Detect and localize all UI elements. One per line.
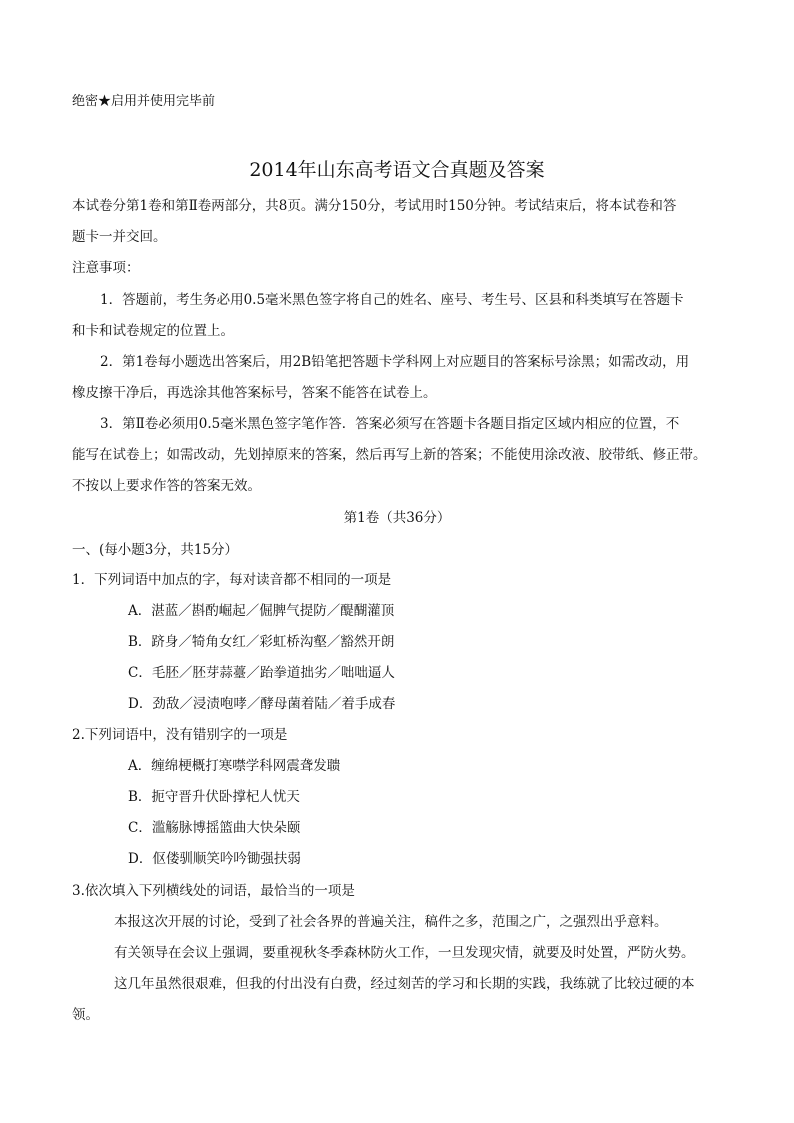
page-title: 2014年山东高考语文合真题及答案 [249,159,545,181]
notice-item-3-line-2: 能写在试卷上；如需改动，先划掉原来的答案，然后再写上新的答案；不能使用涂改液、胶带纸、修正带。 [72,447,707,463]
notice-item-1-line-1: 1．答题前，考生务必用0.5毫米黑色签字将自己的姓名、座号、考生号、区县和科类填写在答题卡 [100,292,684,308]
question-1-option-d: D．劲敌／浸渍咆哮／酵母菌着陆／着手成春 [128,696,396,712]
intro-line-2: 题卡一并交回。 [72,229,167,245]
intro-line-1: 本试卷分第1卷和第Ⅱ卷两部分，共8页。满分150分，考试用时150分钟。考试结束后，将本试卷和答 [72,198,677,214]
question-3-sentence-1: 本报这次开展的讨论，受到了社会各界的普遍关注，稿件之多，范围之广，之强烈出乎意料。 [114,914,668,930]
notice-item-1-line-2: 和卡和试卷规定的位置上。 [72,323,234,339]
question-3-sentence-3-line-1: 这几年虽然很艰难，但我的付出没有白费，经过刻苦的学习和长期的实践，我练就了比较过硬的本 [114,976,695,992]
question-3-stem: 3.依次填入下列横线处的词语，最恰当的一项是 [72,883,355,899]
question-1-option-c: C．毛胚／胚芽蒜薹／跆拳道拙劣／咄咄逼人 [128,665,395,681]
question-1-stem: 1．下列词语中加点的字，每对读音都不相同的一项是 [72,572,392,588]
notice-heading: 注意事项： [72,260,140,276]
question-3-sentence-2: 有关领导在会议上强调，要重视秋冬季森林防火工作，一旦发现灾情，就要及时处置，严防火势。 [114,945,695,961]
volume-heading: 第1卷（共36分） [343,510,451,526]
question-2-option-b: B．扼守晋升伏卧撑杞人忧天 [128,789,300,805]
notice-item-3-line-1: 3．第Ⅱ卷必须用0.5毫米黑色签字笔作答．答案必须写在答题卡各题目指定区域内相应的位置，不 [100,416,680,432]
question-1-option-b: B．跻身／犄角女红／彩虹桥沟壑／豁然开朗 [128,634,395,650]
notice-item-2-line-2: 橡皮擦干净后，再选涂其他答案标号，答案不能答在试卷上。 [72,385,437,401]
question-2-option-d: D．伛偻驯顺笑吟吟锄强扶弱 [128,851,301,867]
question-3-sentence-3-line-2: 领。 [72,1007,99,1023]
confidential-label: 绝密★启用并使用完毕前 [72,94,216,109]
question-2-stem: 2.下列词语中，没有错别字的一项是 [72,727,288,743]
notice-item-2-line-1: 2．第1卷每小题选出答案后，用2B铅笔把答题卡学科网上对应题目的答案标号涂黑；如需改动，用 [100,354,690,370]
question-1-option-a: A．湛蓝／斟酌崛起／倔脾气提防／醍醐灌顶 [128,603,395,619]
question-2-option-a: A．缠绵梗概打寒噤学科网震聋发聩 [128,758,341,774]
question-2-option-c: C．滥觞脉博摇篮曲大快朵颐 [128,820,301,836]
notice-item-3-line-3: 不按以上要求作答的答案无效。 [72,478,261,494]
section-heading: 一、(每小题3分，共15分） [72,542,239,558]
